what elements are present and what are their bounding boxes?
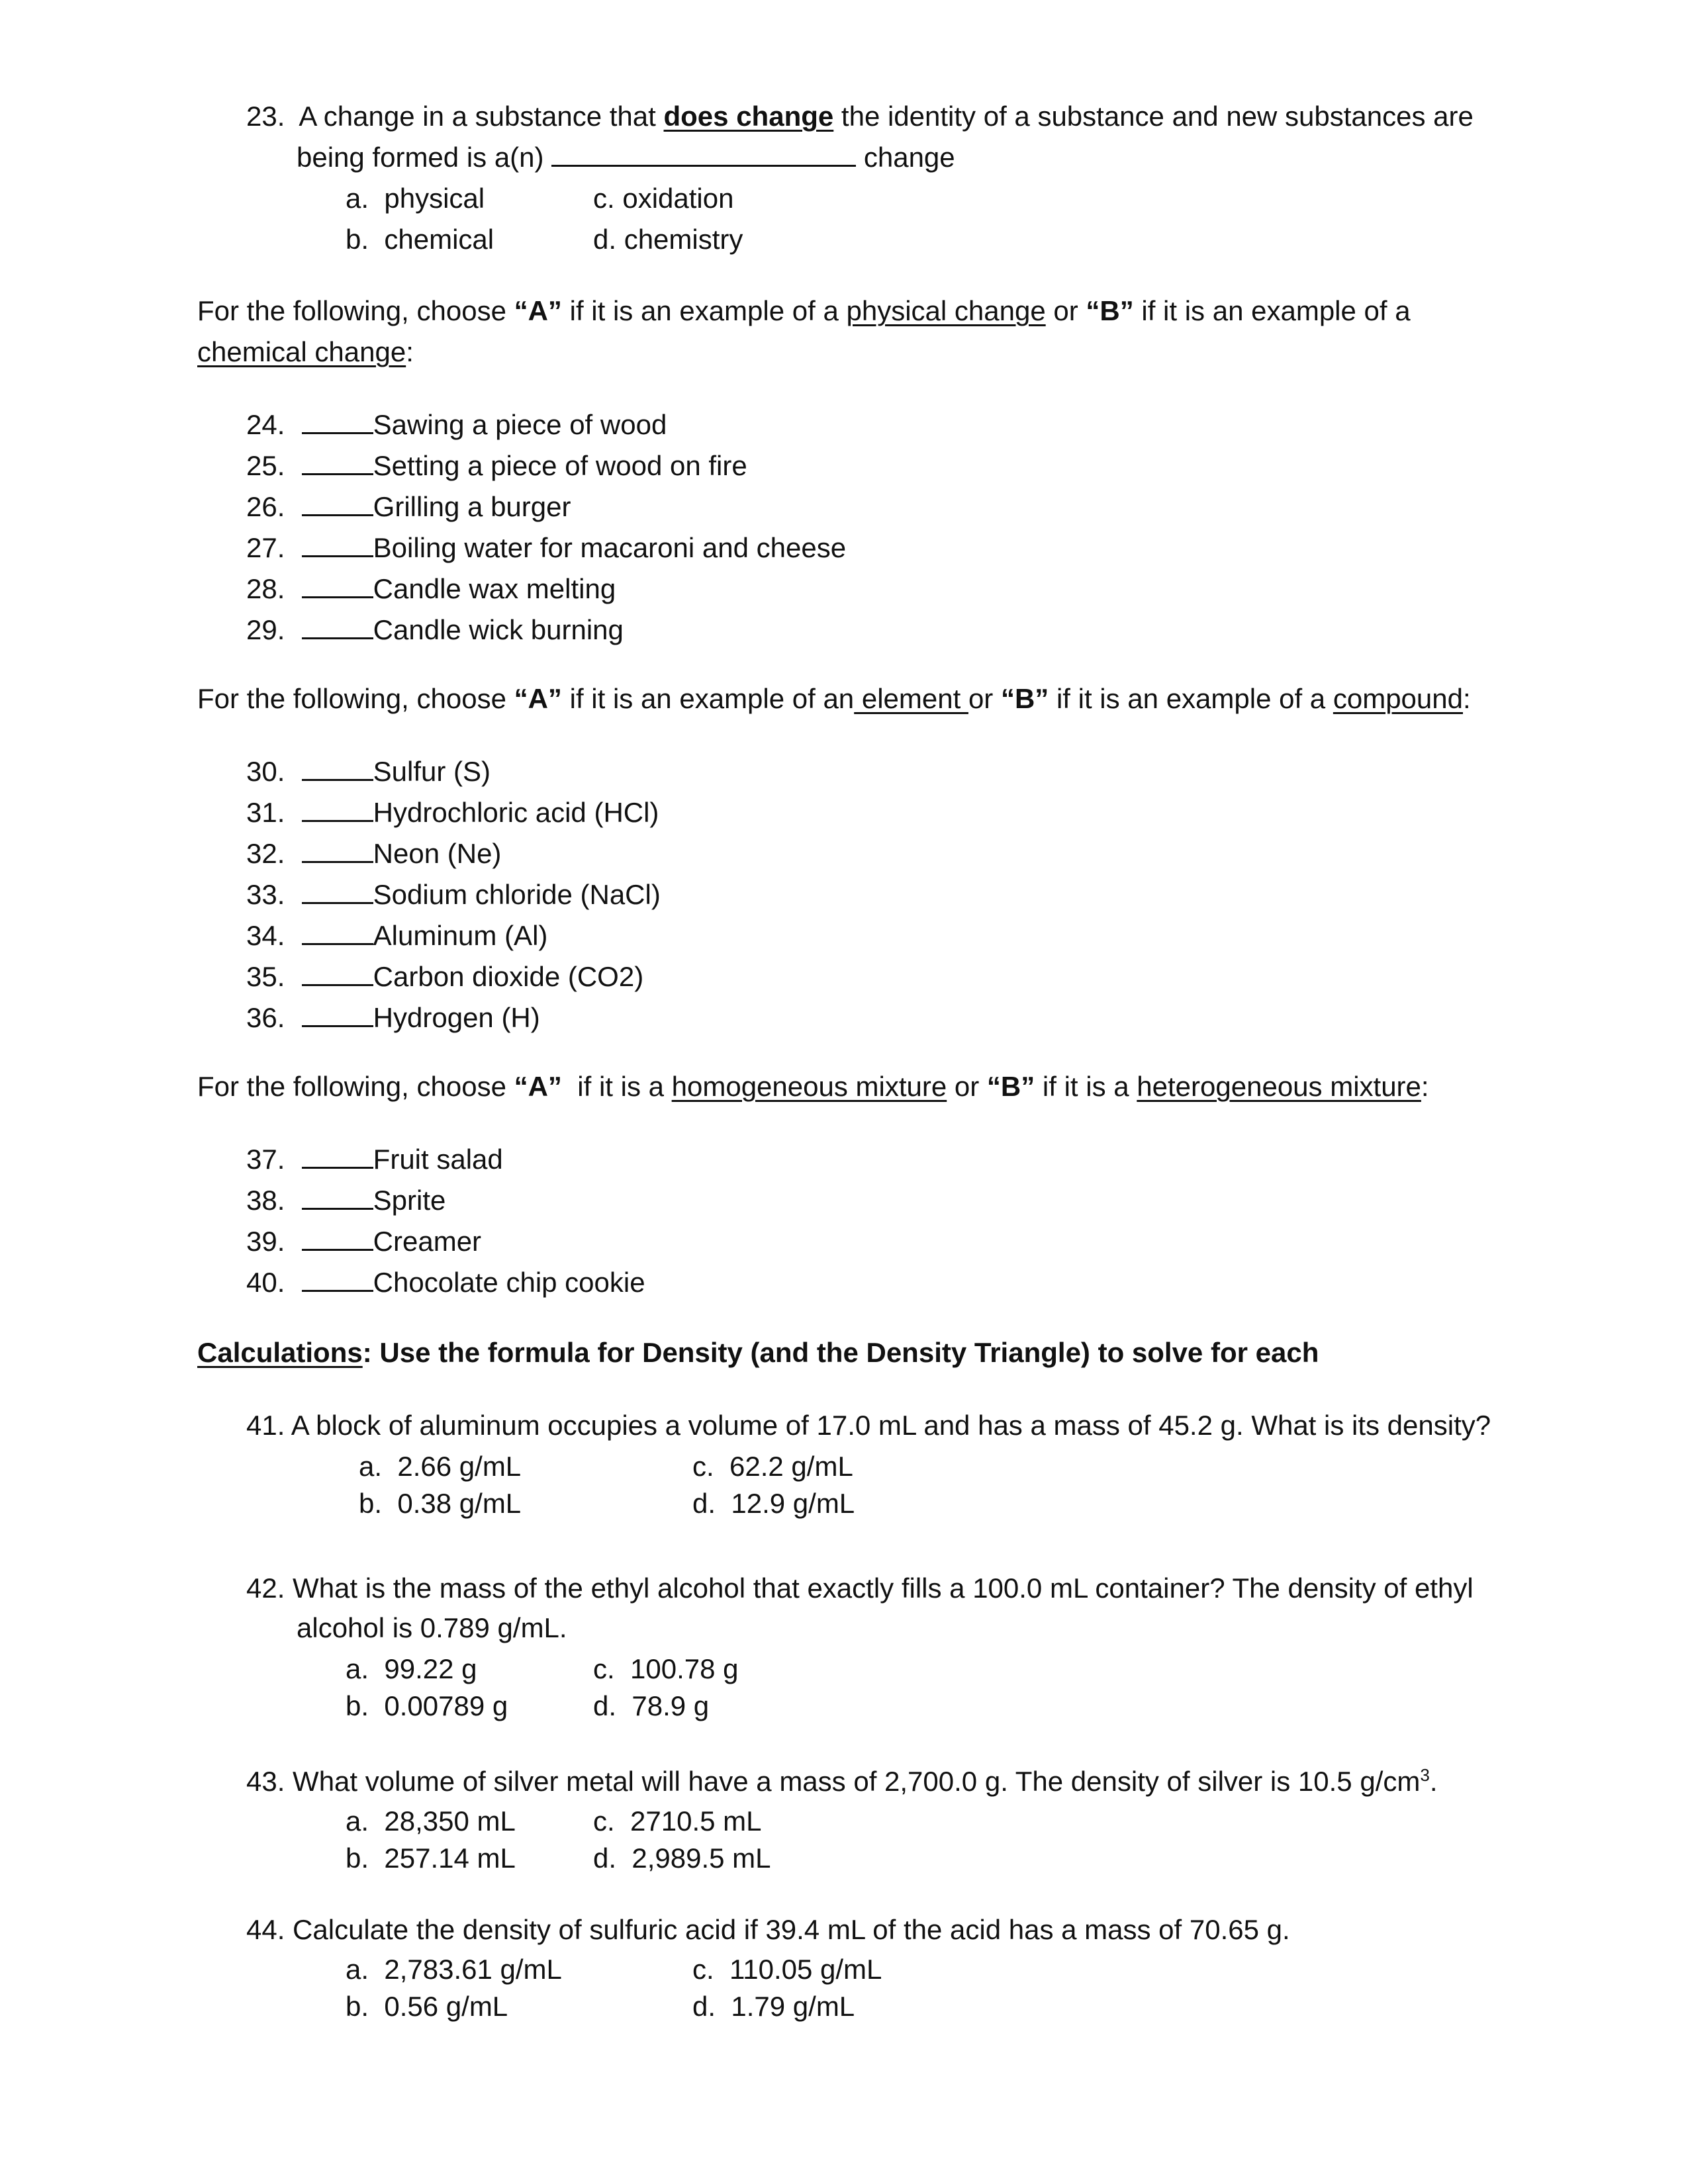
list-item: 25. Setting a piece of wood on fire	[246, 450, 747, 481]
list-item: 29. Candle wick burning	[246, 614, 624, 645]
option-b[interactable]: b. 257.14 mL	[346, 1843, 516, 1874]
superscript: 3	[1420, 1765, 1430, 1785]
question-43: 43. What volume of silver metal will have a mass of 2,700.0 g. The density of silver is 10.5 $g/cm^3$.	[246, 1765, 1438, 1797]
answer-blank[interactable]	[302, 1144, 373, 1169]
answer-blank[interactable]	[302, 1226, 373, 1251]
list-item: 39. Creamer	[246, 1226, 482, 1257]
option-c[interactable]: c. oxidation	[593, 183, 734, 214]
question-44: 44. Calculate the density of sulfuric acid if 39.4 mL of the acid has a mass of 70.65 g.	[246, 1914, 1290, 1945]
answer-blank[interactable]	[302, 451, 373, 475]
section-instructions-mixture: For the following, choose “A” if it is a homogeneous mixture or “B” if it is a heterogeneous mixture:	[197, 1071, 1429, 1102]
answer-blank[interactable]	[302, 921, 373, 945]
option-a[interactable]: a. 99.22 g	[346, 1653, 477, 1684]
answer-blank[interactable]	[302, 839, 373, 863]
answer-blank[interactable]	[302, 1003, 373, 1027]
option-c[interactable]: c. 2710.5 mL	[593, 1805, 762, 1837]
calculations-heading: Calculations: Use the formula for Density (and the Density Triangle) to solve for each	[197, 1337, 1319, 1368]
list-item: 27. Boiling water for macaroni and cheese	[246, 532, 847, 563]
list-item: 32. Neon (Ne)	[246, 838, 502, 869]
section-instructions-element: For the following, choose “A” if it is an example of an element or “B” if it is an example of a compound:	[197, 683, 1471, 714]
section-instructions-physical: For the following, choose “A” if it is an example of a physical change or “B” if it is an example of a	[197, 295, 1411, 326]
option-a[interactable]: a. physical	[346, 183, 485, 214]
question-23-line-2: being formed is a(n) change	[297, 142, 955, 173]
option-a[interactable]: a. 2.66 g/mL	[359, 1451, 522, 1482]
option-c[interactable]: c. 100.78 g	[593, 1653, 739, 1684]
question-number: 23.	[246, 101, 285, 132]
option-b[interactable]: b. 0.00789 g	[346, 1690, 508, 1721]
answer-blank[interactable]	[302, 756, 373, 781]
answer-blank[interactable]	[302, 797, 373, 822]
answer-blank[interactable]	[302, 615, 373, 639]
option-c[interactable]: c. 62.2 g/mL	[692, 1451, 853, 1482]
option-d[interactable]: d. 1.79 g/mL	[692, 1991, 855, 2022]
question-41: 41. A block of aluminum occupies a volume of 17.0 mL and has a mass of 45.2 g. What is its density?	[246, 1410, 1491, 1441]
question-23: 23. A change in a substance that does change the identity of a substance and new substances are	[246, 101, 1474, 132]
list-item: 33. Sodium chloride (NaCl)	[246, 879, 661, 910]
answer-blank[interactable]	[302, 533, 373, 557]
option-d[interactable]: d. 78.9 g	[593, 1690, 710, 1721]
section-instructions-physical-line-2: chemical change:	[197, 336, 414, 367]
option-a[interactable]: a. 2,783.61 g/mL	[346, 1954, 562, 1985]
list-item: 30. Sulfur (S)	[246, 756, 491, 787]
question-42: 42. What is the mass of the ethyl alcohol that exactly fills a 100.0 mL container? The density of ethyl	[246, 1572, 1474, 1604]
option-a[interactable]: a. 28,350 mL	[346, 1805, 516, 1837]
answer-blank[interactable]	[302, 1267, 373, 1292]
option-d[interactable]: d. chemistry	[593, 224, 743, 255]
list-item: 35. Carbon dioxide (CO2)	[246, 961, 644, 992]
list-item: 34. Aluminum (Al)	[246, 920, 548, 951]
list-item: 40. Chocolate chip cookie	[246, 1267, 645, 1298]
option-c[interactable]: c. 110.05 g/mL	[692, 1954, 882, 1985]
list-item: 26. Grilling a burger	[246, 491, 571, 522]
emphasis-does-change: does change	[663, 101, 834, 132]
answer-blank[interactable]	[302, 574, 373, 598]
list-item: 24. Sawing a piece of wood	[246, 409, 667, 440]
list-item: 36. Hydrogen (H)	[246, 1002, 540, 1033]
option-d[interactable]: d. 2,989.5 mL	[593, 1843, 771, 1874]
answer-blank[interactable]	[302, 962, 373, 986]
answer-blank[interactable]	[302, 492, 373, 516]
list-item: 37. Fruit salad	[246, 1144, 503, 1175]
option-d[interactable]: d. 12.9 g/mL	[692, 1488, 855, 1519]
answer-blank[interactable]	[302, 410, 373, 434]
list-item: 28. Candle wax melting	[246, 573, 616, 604]
list-item: 31. Hydrochloric acid (HCl)	[246, 797, 659, 828]
answer-blank[interactable]	[551, 142, 856, 167]
option-b[interactable]: b. chemical	[346, 224, 494, 255]
option-b[interactable]: b. 0.56 g/mL	[346, 1991, 508, 2022]
question-42-line-2: alcohol is 0.789 g/mL.	[297, 1612, 567, 1643]
list-item: 38. Sprite	[246, 1185, 446, 1216]
answer-blank[interactable]	[302, 880, 373, 904]
answer-blank[interactable]	[302, 1185, 373, 1210]
option-b[interactable]: b. 0.38 g/mL	[359, 1488, 522, 1519]
